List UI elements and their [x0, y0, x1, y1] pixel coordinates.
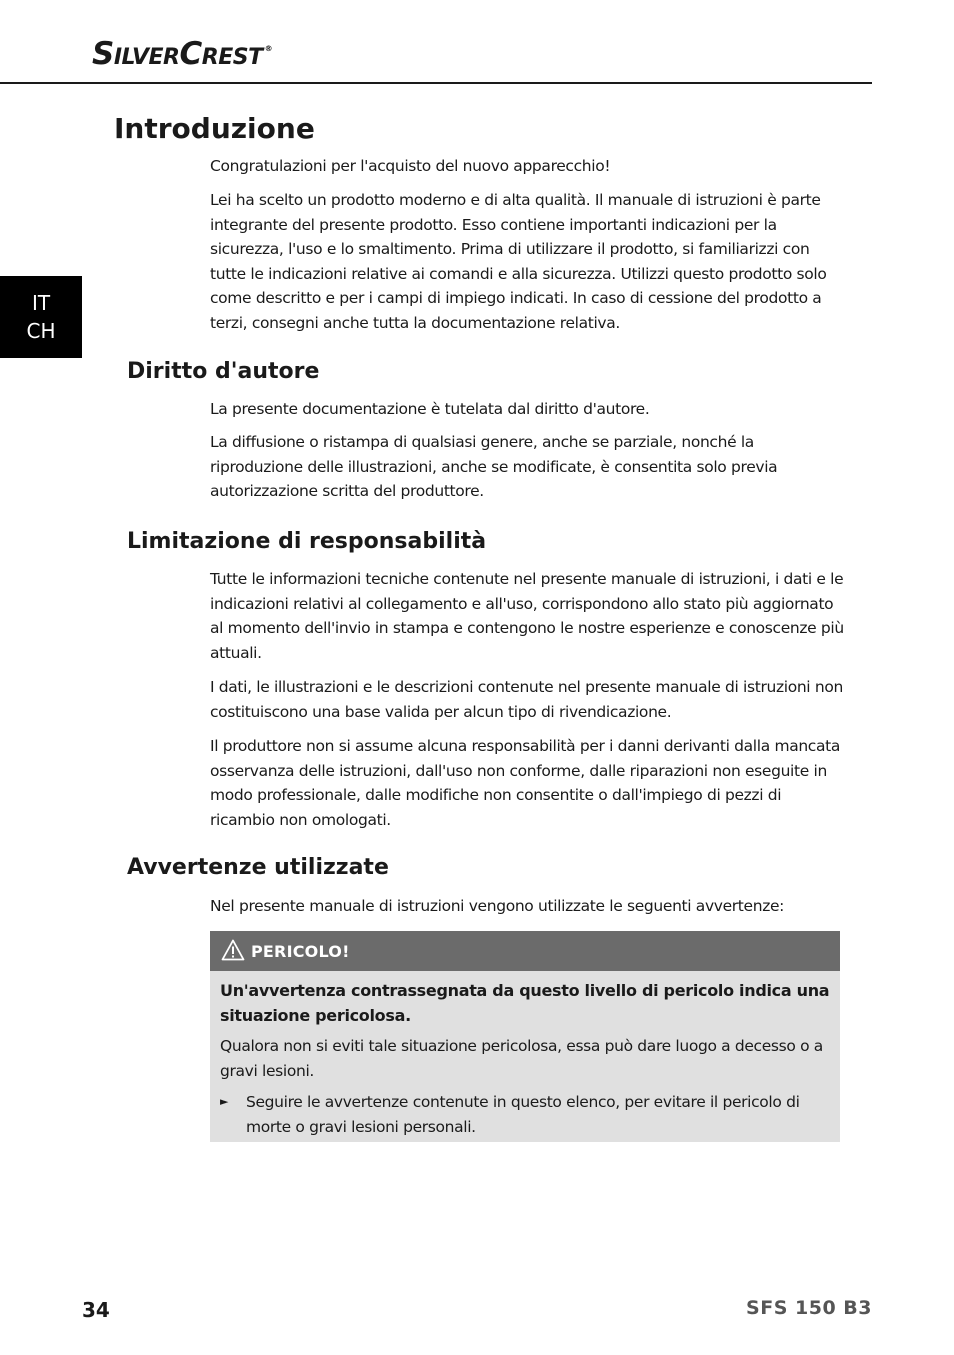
- lang-it: IT: [31, 291, 51, 315]
- page-title: Introduzione: [114, 112, 315, 145]
- header-rule: [0, 82, 872, 84]
- model-number: SFS 150 B3: [746, 1297, 872, 1319]
- liability-paragraph-3: Il produttore non si assume alcuna responsabilità per i danni derivanti dalla mancata osservanza delle istruzioni, dall'uso non conforme, dalle riparazioni non eseguite in modo professionale, dalle modifiche non consentite o dall'impiego di pezzi di ricambio non omologati.: [210, 737, 841, 829]
- liability-heading: Limitazione di responsabilità: [127, 529, 487, 554]
- warning-header: [210, 931, 840, 971]
- warning-bold-text: Un'avvertenza contrassegnata da questo livello di pericolo indica una situazione pericolosa.: [220, 981, 830, 1025]
- brand-logo: SILVERCREST ®: [92, 36, 273, 72]
- copyright-heading: Diritto d'autore: [127, 359, 320, 384]
- danger-warning-box: [210, 931, 840, 1142]
- copyright-paragraph-2: La diffusione o ristampa di qualsiasi genere, anche se parziale, nonché la riproduzione delle illustrazioni, anche se modificate, è consentita solo previa autorizzazione scritta del produttore.: [210, 433, 778, 501]
- language-tab: [0, 276, 82, 358]
- liability-paragraph-1: Tutte le informazioni tecniche contenute nel presente manuale di istruzioni, i dati e le indicazioni relativi al collegamento e all'uso, corrispondono allo stato più aggiornato al momento dell'invio in stampa e contengono le nostre esperienze e conoscenze più attuali.: [210, 570, 844, 662]
- warning-triangle-icon: [221, 939, 245, 965]
- arrow-bullet-icon: ►: [220, 1095, 229, 1108]
- liability-paragraph-2: I dati, le illustrazioni e le descrizioni contenute nel presente manuale di istruzioni non costituiscono una base valida per alcun tipo di rivendicazione.: [210, 678, 843, 721]
- warning-text: Qualora non si eviti tale situazione pericolosa, essa può dare luogo a decesso o a gravi lesioni.: [220, 1037, 823, 1080]
- warnings-paragraph: Nel presente manuale di istruzioni vengono utilizzate le seguenti avvertenze:: [210, 897, 785, 915]
- warnings-heading: Avvertenze utilizzate: [127, 855, 389, 880]
- copyright-paragraph-1: La presente documentazione è tutelata dal diritto d'autore.: [210, 400, 650, 418]
- page-number: 34: [82, 1298, 110, 1322]
- warning-title: PERICOLO!: [251, 942, 350, 961]
- warning-bullet-text: Seguire le avvertenze contenute in questo elenco, per evitare il pericolo di morte o gravi lesioni personali.: [246, 1093, 800, 1136]
- lang-ch: CH: [26, 319, 56, 343]
- intro-paragraph-1: Congratulazioni per l'acquisto del nuovo apparecchio!: [210, 157, 611, 175]
- intro-paragraph-2: Lei ha scelto un prodotto moderno e di alta qualità. Il manuale di istruzioni è parte integrante del presente prodotto. Esso contiene importanti indicazioni per la sicurezza, l'uso e lo smaltimento. Prima di utilizzare il prodotto, si familiarizzi con tutte le indicazioni relative ai comandi e alla sicurezza. Utilizzi questo prodotto solo come descritto e per i campi di impiego indicati. In caso di cessione del prodotto a terzi, consegni anche tutta la documentazione relativa.: [210, 191, 827, 332]
